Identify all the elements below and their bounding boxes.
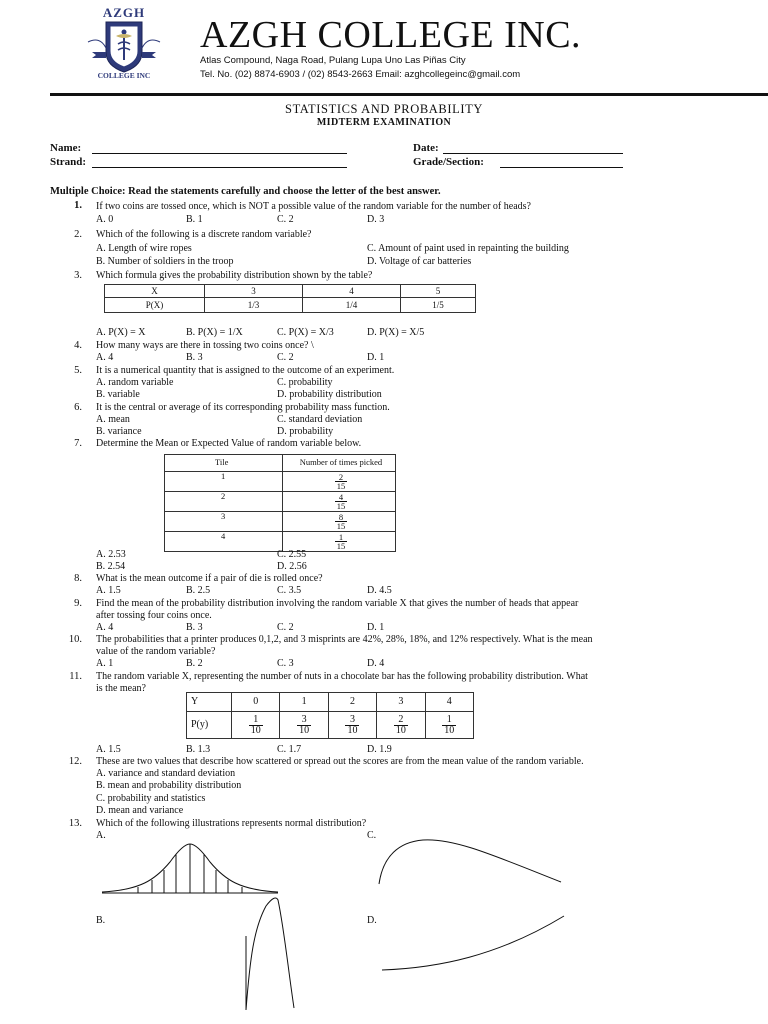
option-d[interactable]: D. 3 — [367, 214, 385, 225]
date-field[interactable] — [443, 153, 623, 154]
question-number: 10. — [68, 634, 82, 645]
option-a[interactable]: A. Length of wire ropes — [96, 243, 192, 254]
table-cell: 1/4 — [303, 298, 401, 313]
option-c[interactable]: C. P(X) = X/3 — [277, 327, 334, 338]
fraction: $\frac{4}{15}$ — [336, 491, 346, 511]
grade-section-label: Grade/Section: — [413, 156, 484, 168]
option-a[interactable]: A. — [96, 830, 106, 841]
question-number: 6. — [74, 402, 82, 413]
option-a[interactable]: A. 2.53 — [96, 549, 126, 560]
table-cell: 4 — [165, 532, 283, 552]
table-cell: 2 — [328, 693, 376, 712]
table-cell: Y — [187, 693, 232, 712]
question-number: 9. — [74, 598, 82, 609]
table-cell: 3 — [205, 285, 303, 298]
question-text: The probabilities that a printer produces 0,1,2, and 3 misprints are 42%, 28%, 18%, and 12% respectively. What is the mean — [96, 634, 593, 645]
table-cell: 4 — [303, 285, 401, 298]
fraction: $\frac{1}{10}$ — [444, 713, 455, 736]
skewed-curve-illustration-c[interactable] — [375, 834, 565, 886]
table-cell: 4 — [425, 693, 473, 712]
option-b[interactable]: B. Number of soldiers in the troop — [96, 256, 234, 267]
question-text-continued: value of the random variable? — [96, 646, 216, 657]
distribution-table-q7 — [164, 454, 396, 552]
table-cell: P(y) — [187, 712, 232, 739]
option-c[interactable]: C. 3.5 — [277, 585, 302, 596]
option-a[interactable]: A. P(X) = X — [96, 327, 146, 338]
question-text: If two coins are tossed once, which is NOT a possible value of the random variable for the number of heads? — [96, 201, 531, 212]
option-c[interactable]: C. 3 — [277, 658, 294, 669]
option-a[interactable]: A. mean — [96, 414, 130, 425]
name-field[interactable] — [92, 153, 347, 154]
question-number: 5. — [74, 365, 82, 376]
table-cell: 3 — [165, 512, 283, 532]
option-c[interactable]: C. probability and statistics — [96, 793, 206, 804]
table-cell: 1 — [280, 693, 328, 712]
option-c[interactable]: C. 2 — [277, 622, 294, 633]
question-number: 13. — [68, 818, 82, 829]
instructions: Multiple Choice: Read the statements carefully and choose the letter of the best answer. — [50, 186, 441, 197]
option-d[interactable]: D. 4 — [367, 658, 385, 669]
table-cell: X — [105, 285, 205, 298]
option-b[interactable]: B. mean and probability distribution — [96, 780, 242, 791]
option-a[interactable]: A. 1.5 — [96, 585, 121, 596]
option-c[interactable]: C. 2 — [277, 214, 294, 225]
name-label: Name: — [50, 142, 82, 154]
question-number: 4. — [74, 340, 82, 351]
question-text: How many ways are there in tossing two coins once? \ — [96, 340, 314, 351]
fraction: $\frac{2}{15}$ — [336, 471, 346, 491]
date-label: Date: — [413, 142, 439, 154]
option-d[interactable]: D. 1.9 — [367, 744, 392, 755]
question-number: 8. — [74, 573, 82, 584]
option-b[interactable]: B. P(X) = 1/X — [186, 327, 243, 338]
option-c[interactable]: C. 2.55 — [277, 549, 307, 560]
fraction: $\frac{1}{15}$ — [336, 531, 346, 551]
table-cell: 1/5 — [401, 298, 476, 313]
table-cell: 1 — [165, 472, 283, 492]
option-d[interactable]: D. probability — [277, 426, 334, 437]
option-c[interactable]: C. 2 — [277, 352, 294, 363]
table-cell: 2 — [165, 492, 283, 512]
option-a[interactable]: A. 1.5 — [96, 744, 121, 755]
option-b[interactable]: B. 1 — [186, 214, 203, 225]
option-b[interactable]: B. 2.5 — [186, 585, 211, 596]
question-text: The random variable X, representing the number of nuts in a chocolate bar has the following probability distribution. What — [96, 671, 588, 682]
fraction: $\frac{1}{10}$ — [250, 713, 261, 736]
option-b[interactable]: B. 3 — [186, 622, 203, 633]
question-number: 1. — [74, 200, 82, 211]
table-cell: 5 — [401, 285, 476, 298]
question-number: 2. — [74, 229, 82, 240]
question-text: It is a numerical quantity that is assigned to the outcome of an experiment. — [96, 365, 395, 376]
option-d[interactable]: D. probability distribution — [277, 389, 382, 400]
strand-label: Strand: — [50, 156, 87, 168]
strand-field[interactable] — [92, 167, 347, 168]
fraction: $\frac{3}{10}$ — [299, 713, 310, 736]
option-c[interactable]: C. standard deviation — [277, 414, 363, 425]
question-text: Which of the following illustrations represents normal distribution? — [96, 818, 367, 829]
fraction: $\frac{2}{10}$ — [395, 713, 406, 736]
option-a[interactable]: A. 4 — [96, 622, 114, 633]
fraction: $\frac{3}{10}$ — [347, 713, 358, 736]
college-contact: Tel. No. (02) 8874-6903 / (02) 8543-2663 Email: azghcollegeinc@gmail.com — [200, 69, 521, 80]
option-a[interactable]: A. variance and standard deviation — [96, 768, 236, 779]
option-b[interactable]: B. 2.54 — [96, 561, 126, 572]
option-c[interactable]: C. Amount of paint used in repainting the building — [367, 243, 569, 254]
option-d[interactable]: D. 1 — [367, 352, 385, 363]
option-b[interactable]: B. 3 — [186, 352, 203, 363]
exam-type: MIDTERM EXAMINATION — [316, 117, 452, 128]
table-header: Number of times picked — [283, 455, 396, 472]
exponential-curve-illustration-d[interactable] — [378, 912, 568, 974]
grade-section-field[interactable] — [500, 167, 623, 168]
option-c[interactable]: C. probability — [277, 377, 333, 388]
question-text: It is the central or average of its corresponding probability mass function. — [96, 402, 390, 413]
table-cell: P(X) — [105, 298, 205, 313]
option-d[interactable]: D. 1 — [367, 622, 385, 633]
question-text-continued: is the mean? — [96, 683, 146, 694]
option-d[interactable]: D. — [367, 915, 377, 926]
question-text: These are two values that describe how scattered or spread out the scores are from the mean value of the random variable. — [96, 756, 584, 767]
option-d[interactable]: D. Voltage of car batteries — [367, 256, 472, 267]
option-b[interactable]: B. variance — [96, 426, 142, 437]
question-number: 3. — [74, 270, 82, 281]
logo-caption: COLLEGE INC — [97, 71, 151, 80]
question-text: Find the mean of the probability distribution involving the random variable X that gives the number of heads that appear — [96, 598, 579, 609]
option-b[interactable]: B. 1.3 — [186, 744, 211, 755]
question-number: 7. — [74, 438, 82, 449]
question-text-continued: after tossing four coins once. — [96, 610, 212, 621]
question-text: Determine the Mean or Expected Value of random variable below. — [96, 438, 362, 449]
header-divider — [50, 93, 768, 96]
skewed-curve-illustration-b[interactable] — [240, 888, 360, 1012]
option-b[interactable]: B. 2 — [186, 658, 203, 669]
question-text: Which formula gives the probability distribution shown by the table? — [96, 270, 373, 281]
question-text: What is the mean outcome if a pair of die is rolled once? — [96, 573, 323, 584]
option-c[interactable]: C. 1.7 — [277, 744, 302, 755]
exam-subject: STATISTICS AND PROBABILITY — [285, 102, 483, 116]
option-a[interactable]: A. 4 — [96, 352, 114, 363]
option-a[interactable]: A. random variable — [96, 377, 174, 388]
distribution-table-q11 — [186, 692, 474, 739]
table-cell: 0 — [232, 693, 280, 712]
option-d[interactable]: D. mean and variance — [96, 805, 184, 816]
distribution-table-q3 — [104, 284, 476, 313]
question-number: 11. — [69, 671, 82, 682]
option-b[interactable]: B. — [96, 915, 106, 926]
option-a[interactable]: A. 0 — [96, 214, 114, 225]
option-c[interactable]: C. — [367, 830, 377, 841]
question-text: Which of the following is a discrete random variable? — [96, 229, 312, 240]
question-number: 12. — [68, 756, 82, 767]
logo-text: AZGH — [102, 5, 146, 20]
table-header: Tile — [165, 455, 283, 472]
table-cell: 1/3 — [205, 298, 303, 313]
table-cell: 3 — [377, 693, 425, 712]
fraction: $\frac{8}{15}$ — [336, 511, 346, 531]
option-d[interactable]: D. 2.56 — [277, 561, 307, 572]
option-b[interactable]: B. variable — [96, 389, 140, 400]
college-address: Atlas Compound, Naga Road, Pulang Lupa Uno Las Piñas City — [200, 55, 466, 66]
college-name: AZGH COLLEGE INC. — [200, 14, 582, 56]
option-d[interactable]: D. P(X) = X/5 — [367, 327, 425, 338]
option-d[interactable]: D. 4.5 — [367, 585, 392, 596]
option-a[interactable]: A. 1 — [96, 658, 114, 669]
